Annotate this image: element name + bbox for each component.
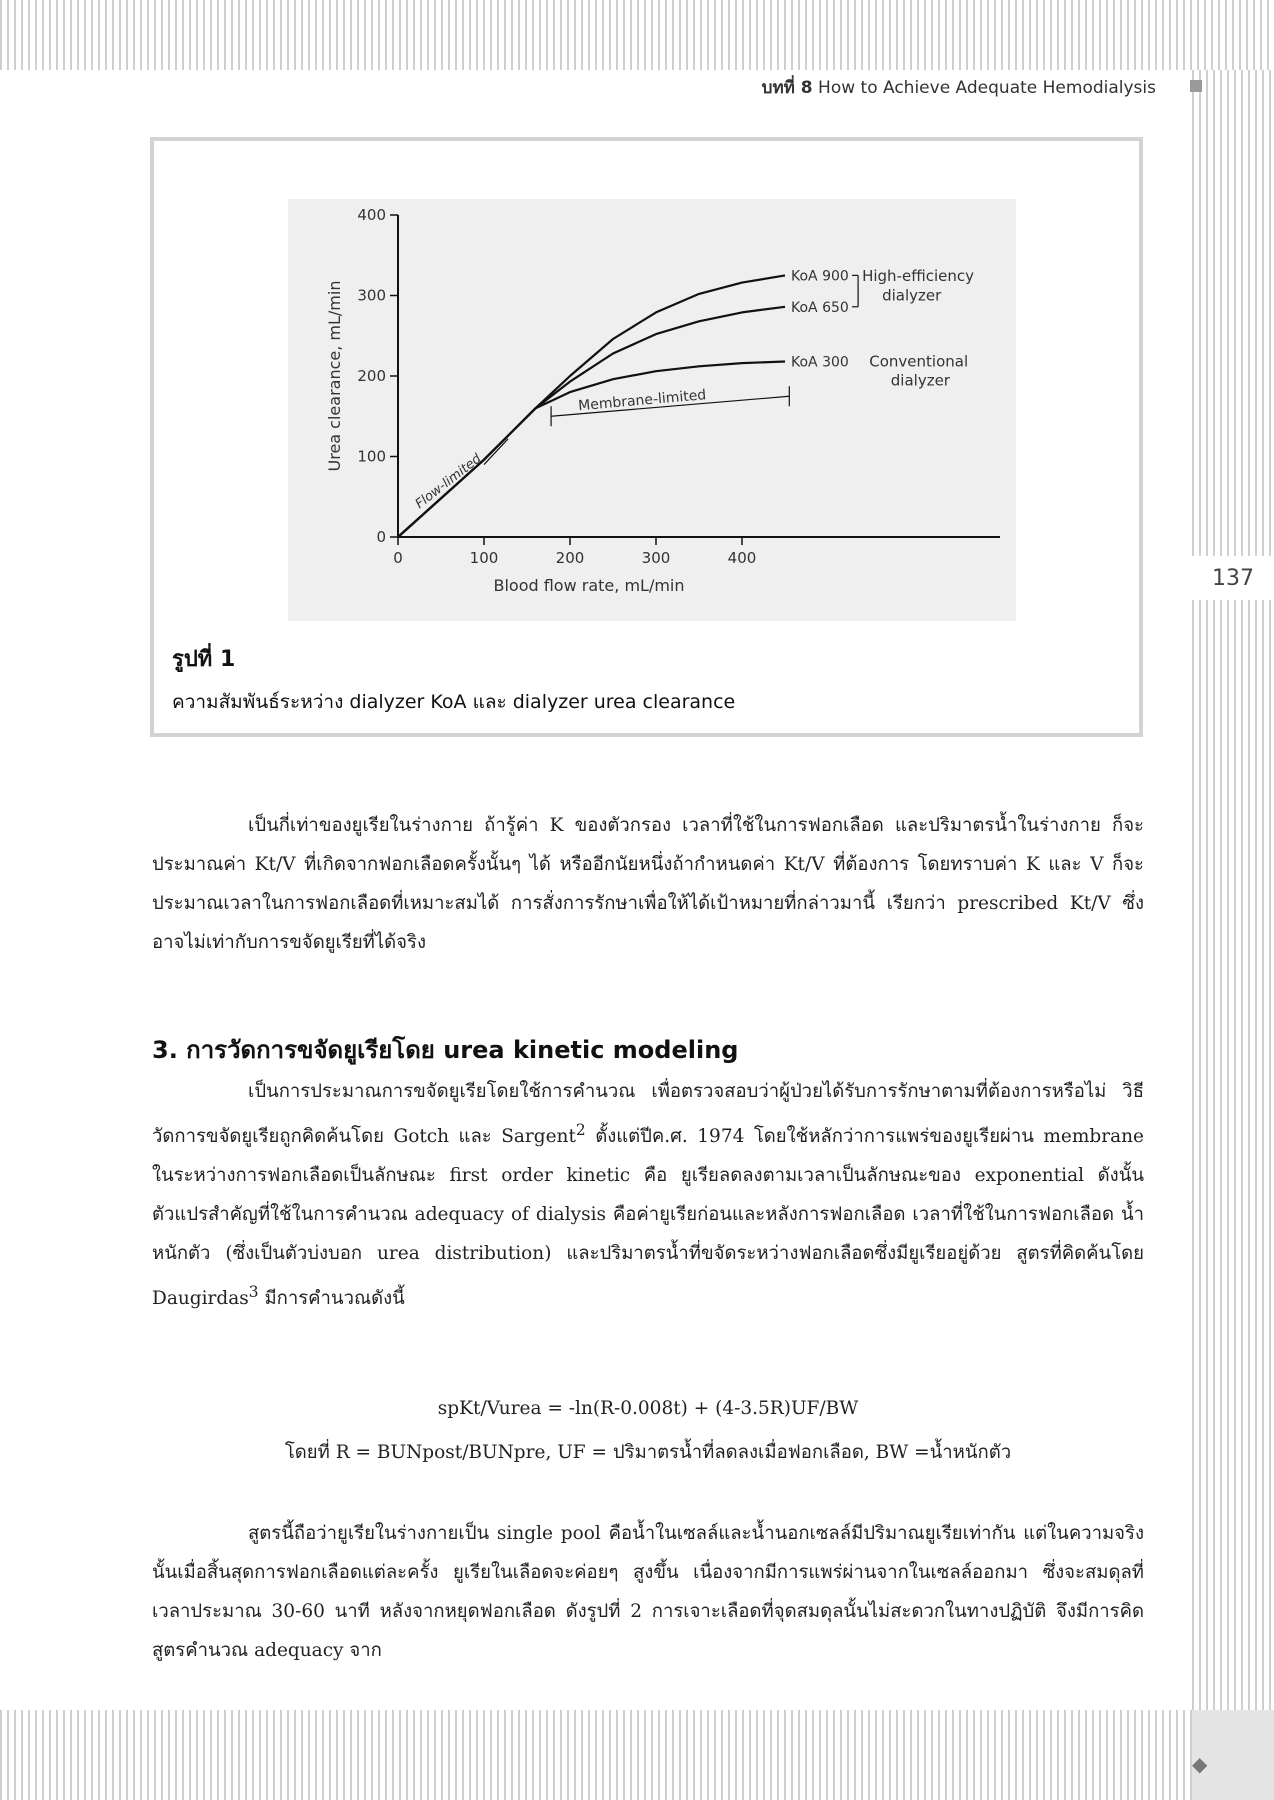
paragraph-2-part-a: เป็นการประมาณการขจัดยูเรียโดยใช้การคำนวณ เพื่อตรวจสอบว่าผู้ป่วยได้รับการรักษาตามที่ต้องการหรือไม่ วิธีวัดการขจัดยูเรียถูกคิดค้นโดย Gotch และ Sargent <box>152 1081 1144 1148</box>
paragraph-2-part-c: มีการคำนวณดังนี้ <box>258 1288 405 1310</box>
paragraph-1: เป็นกี่เท่าของยูเรียในร่างกาย ถ้ารู้ค่า K ของตัวกรอง เวลาที่ใช้ในการฟอกเลือด และปริมาตรน้ำในร่างกาย ก็จะประมาณค่า Kt/V ที่เกิดจากฟอกเลือดครั้งนั้นๆ ได้ หรืออีกนัยหนึ่งถ้ากำหนดค่า Kt/V ที่ต้องการ โดยทราบค่า K และ V ก็จะประมาณเวลาในการฟอกเลือดที่เหมาะสมได้ การสั่งการรักษาเพื่อให้ได้เป้าหมายที่กล่าวมานี้ เรียกว่า prescribed Kt/V ซึ่งอาจไม่เท่ากับการขจัดยูเรียที่ได้จริง <box>152 815 1144 953</box>
figure-caption: ความสัมพันธ์ระหว่าง dialyzer KoA และ dialyzer urea clearance <box>172 691 736 713</box>
y-tick-label: 400 <box>357 206 386 224</box>
series-label: KoA 650 <box>791 299 849 316</box>
header-square-icon <box>1190 80 1202 92</box>
membrane-limited-label: Membrane-limited <box>577 387 707 415</box>
clearance-chart <box>288 199 1016 621</box>
flow-limited-label: Flow-limited <box>412 451 485 512</box>
page-number: 137 <box>1212 565 1254 591</box>
high-efficiency-dialyzer-label: dialyzer <box>882 286 942 305</box>
y-tick-label: 200 <box>357 367 386 385</box>
figure-1 <box>150 137 1143 737</box>
y-tick-label: 100 <box>357 447 386 466</box>
conventional-label: Conventional <box>869 352 969 371</box>
paragraph-2-part-b: ตั้งแต่ปีค.ศ. 1974 โดยใช้หลักว่าการแพร่ของยูเรียผ่าน membrane ในระหว่างการฟอกเลือดเป็นลักษณะ first order kinetic คือ ยูเรียลดลงตามเวลาเป็นลักษณะของ exponential ดังนั้นตัวแปรสำคัญที่ใช้ในการคำนวณ adequacy of dialysis คือค่ายูเรียก่อนและหลังการฟอกเลือด เวลาที่ใช้ในการฟอกเลือด น้ำหนักตัว (ซึ่งเป็นตัวบ่งบอก urea distribution) และปริมาตรน้ำที่ขจัดระหว่างฟอกเลือดซึ่งมียูเรียอยู่ด้วย สูตรที่คิดค้นโดย Daugirdas <box>152 1126 1144 1310</box>
series-label: KoA 300 <box>791 354 849 371</box>
paragraph-2 <box>152 1072 1144 1318</box>
running-header <box>762 74 1156 101</box>
right-decorative-stripes <box>1192 70 1274 1710</box>
x-tick-label: 300 <box>641 549 671 567</box>
x-tick-label: 0 <box>393 549 403 567</box>
figure-label: รูปที่ 1 <box>172 647 236 672</box>
x-tick-label: 100 <box>469 549 499 567</box>
series-line-koa-650 <box>398 307 785 537</box>
bottom-decorative-stripes <box>0 1710 1274 1800</box>
series-line-koa-300 <box>398 362 785 538</box>
series-label: KoA 900 <box>791 268 849 285</box>
section-heading: 3. การวัดการขจัดยูเรียโดย urea kinetic modeling <box>152 1036 739 1064</box>
page-number-box <box>1192 556 1274 600</box>
formula-definition: โดยที่ R = BUNpost/BUNpre, UF = ปริมาตรน้ำที่ลดลงเมื่อฟอกเลือด, BW =น้ำหนักตัว <box>284 1442 1012 1463</box>
paragraph-3: สูตรนี้ถือว่ายูเรียในร่างกายเป็น single pool คือน้ำในเซลล์และน้ำนอกเซลล์มีปริมาณยูเรียเท่ากัน แต่ในความจริงนั้นเมื่อสิ้นสุดการฟอกเลือดแต่ละครั้ง ยูเรียในเลือดจะค่อยๆ สูงขึ้น เนื่องจากมีการแพร่ผ่านจากในเซลล์ออกมา ซึ่งจะสมดุลที่เวลาประมาณ 30-60 นาที หลังจากหยุดฟอกเลือด ดังรูปที่ 2 การเจาะเลือดที่จุดสมดุลนั้นไม่สะดวกในทางปฏิบัติ จึงมีการคิดสูตรคำนวณ adequacy จาก <box>152 1523 1144 1661</box>
top-decorative-stripes <box>0 0 1274 70</box>
high-efficiency-label: High-efficiency <box>862 267 975 286</box>
x-tick-label: 200 <box>555 549 585 567</box>
x-axis-title: Blood flow rate, mL/min <box>493 576 685 595</box>
reference-3: 3 <box>248 1283 259 1302</box>
conventional-dialyzer-label: dialyzer <box>890 371 950 390</box>
y-axis-title: Urea clearance, mL/min <box>325 280 344 472</box>
x-tick-label: 400 <box>727 549 757 567</box>
y-tick-label: 300 <box>357 286 386 305</box>
reference-2: 2 <box>575 1121 586 1139</box>
flow-limited-bracket <box>484 439 508 465</box>
y-tick-label: 0 <box>376 528 386 546</box>
chapter-label: บทที่ 8 <box>761 78 813 98</box>
diamond-icon: ◆ <box>1192 1752 1208 1776</box>
formula: spKt/Vurea = -ln(R-0.008t) + (4-3.5R)UF/BW <box>437 1398 859 1419</box>
chapter-title: How to Achieve Adequate Hemodialysis <box>818 78 1156 98</box>
